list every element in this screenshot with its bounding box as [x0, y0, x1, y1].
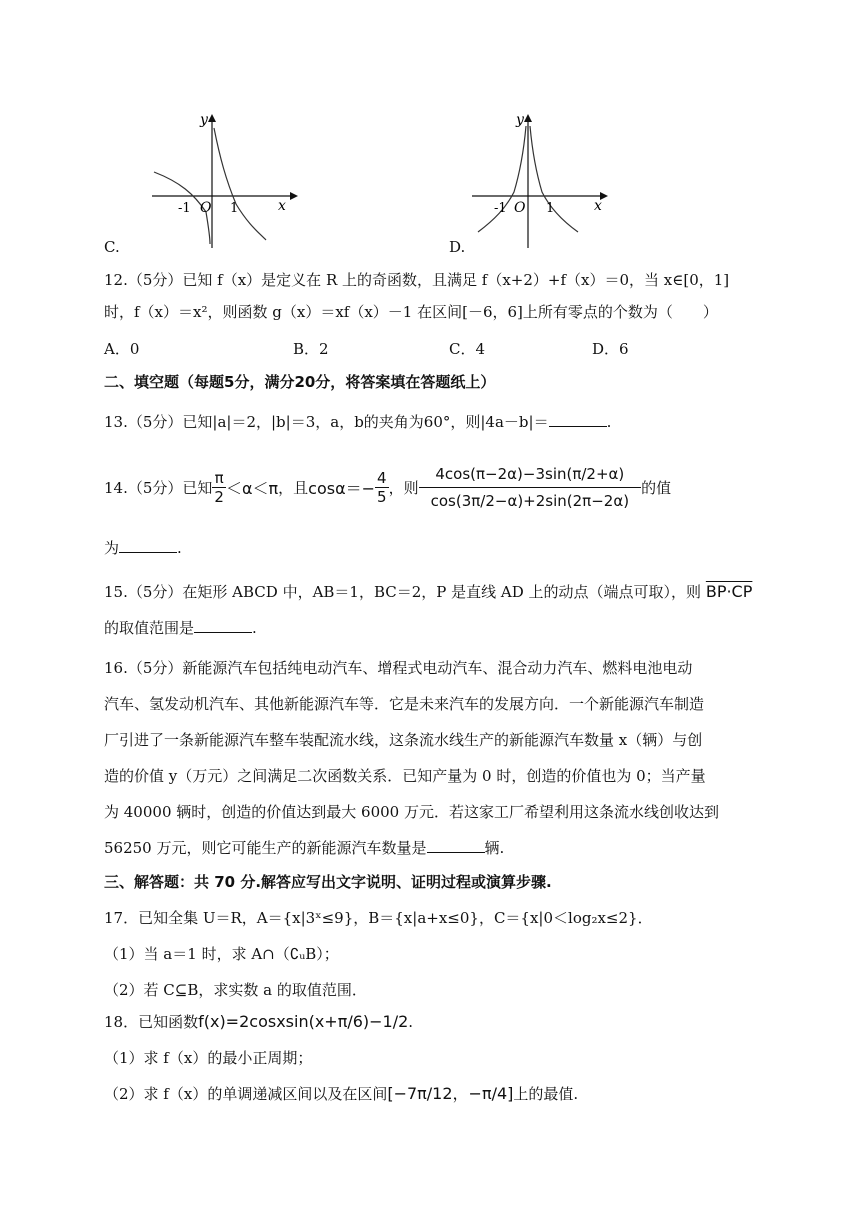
q14-cond-den: 2	[214, 487, 224, 506]
q12-option-d: D．6	[592, 340, 629, 358]
q14-answer-blank	[119, 538, 177, 553]
q15-answer-blank	[194, 618, 252, 633]
graph-c-origin: O	[200, 200, 212, 216]
graph-c-tick-neg: -1	[178, 201, 191, 216]
q14-line2-text: 为	[104, 539, 120, 557]
q16-line4: 造的价值 y（万元）之间满足二次函数关系．已知产量为 0 时，创造的价值也为 0；当产量	[104, 767, 706, 785]
q14-main-den: cos(3π/2−α)+2sin(2π−2α)	[419, 487, 641, 514]
q13-answer-blank	[549, 412, 607, 427]
graph-c-y-label: y	[200, 112, 208, 128]
q17-line1: 17．已知全集 U＝R，A＝{x|3ˣ≤9}，B＝{x|a+x≤0}，C＝{x|0＜log₂x≤2}．	[104, 909, 653, 927]
q14-cond-rest: ＜α＜π	[225, 478, 279, 498]
q15-line2	[104, 618, 257, 638]
q14-cond-num: π	[214, 468, 224, 487]
q12-line1: 12.（5分）已知 f（x）是定义在 R 上的奇函数，且满足 f（x+2）+f（x）＝0，当 x∈[0，1]	[104, 271, 730, 289]
section-3-heading: 三、解答题：共 70 分.解答应写出文字说明、证明过程或演算步骤.	[104, 873, 552, 891]
q18-prefix: 18．已知函数	[104, 1013, 199, 1031]
q14-main-fraction	[419, 461, 641, 514]
q16-line2: 汽车、氢发动机汽车、其他新能源汽车等．它是未来汽车的发展方向．一个新能源汽车制造	[104, 695, 705, 713]
q17-part2: （2）若 C⊆B，求实数 a 的取值范围．	[104, 981, 367, 999]
q18-function: f(x)=2cosxsin(x+π/6)−1/2	[198, 1012, 409, 1031]
q13-text: 13.（5分）已知|a|＝2，|b|＝3，a，b的夹角为60°，则|4a－b|＝	[104, 413, 549, 431]
q16-line6-text: 56250 万元，则它可能生产的新能源汽车数量是	[104, 839, 427, 857]
q15-vector-expr: BP·CP	[705, 582, 753, 601]
q16-line6	[104, 838, 504, 858]
graph-d-y-label: y	[516, 112, 524, 128]
q12-option-c: C．4	[449, 340, 486, 358]
q14-cos-fraction	[375, 469, 389, 506]
q14-prefix: 14.（5分）已知	[104, 478, 213, 497]
q15-end: .	[252, 619, 257, 637]
q18-part2-a: （2）求 f（x）的单调递减区间以及在区间	[104, 1085, 388, 1103]
q15-line1	[104, 582, 752, 602]
graph-d-x-label: x	[594, 198, 602, 214]
q18-end: .	[408, 1013, 414, 1031]
q16-line3: 厂引进了一条新能源汽车整车装配流水线，这条流水线生产的新能源汽车数量 x（辆）与创	[104, 731, 703, 749]
q13	[104, 412, 611, 432]
section-2-heading: 二、填空题（每题5分，满分20分，将答案填在答题纸上）	[104, 373, 496, 391]
q16-line5: 为 40000 辆时，创造的价值达到最大 6000 万元．若这家工厂希望利用这条流水线创收达到	[104, 803, 719, 821]
q15-line1-text: 15.（5分）在矩形 ABCD 中，AB＝1，BC＝2，P 是直线 AD 上的动点（端点可取），则	[104, 583, 702, 601]
graph-d-origin: O	[514, 200, 526, 216]
graph-c-tick-pos: 1	[230, 201, 239, 216]
q14-cond-fraction	[212, 469, 226, 506]
q18-line1	[104, 1012, 413, 1032]
q18-part2-b: 上的最值.	[513, 1085, 579, 1103]
q16-end: 辆.	[484, 839, 505, 857]
q14-then: ，则	[388, 478, 419, 497]
q13-end: .	[606, 413, 612, 431]
q14-main-num: 4cos(π−2α)−3sin(π/2+α)	[435, 464, 625, 483]
q14	[104, 456, 671, 518]
q14-suffix: 的值	[641, 478, 672, 497]
q17-part1: （1）当 a＝1 时，求 A∩（∁ᵤB）；	[104, 945, 339, 963]
q15-line2-text: 的取值范围是	[104, 619, 195, 637]
q12-option-b: B．2	[293, 340, 329, 358]
q14-line2	[104, 538, 182, 558]
q16-line1: 16.（5分）新能源汽车包括纯电动汽车、增程式电动汽车、混合动力汽车、燃料电池电动	[104, 659, 693, 677]
q14-and: ，且	[278, 478, 309, 497]
q12-option-a: A．0	[104, 340, 140, 358]
graph-c-x-label: x	[278, 198, 286, 214]
graph-c	[150, 108, 300, 250]
graph-d-tick-neg: -1	[494, 201, 507, 216]
q14-cos-den: 5	[377, 487, 387, 506]
q18-part2	[104, 1084, 578, 1104]
q14-cos-num: 4	[377, 468, 387, 487]
q14-cos-expr: cosα＝−	[308, 478, 376, 498]
graph-d-tick-pos: 1	[546, 201, 555, 216]
q14-end: .	[177, 539, 182, 557]
q12-line2: 时，f（x）＝x²，则函数 g（x）＝xf（x）－1 在区间[－6，6]上所有零点的个数为（ ）	[104, 303, 718, 321]
q18-interval: [−7π/12，−π/4]	[387, 1084, 514, 1103]
q18-part1: （1）求 f（x）的最小正周期；	[104, 1049, 313, 1067]
option-d-letter: D.	[449, 238, 466, 256]
graph-d	[470, 108, 610, 250]
option-c-letter: C.	[104, 238, 120, 256]
q16-answer-blank	[427, 838, 485, 853]
